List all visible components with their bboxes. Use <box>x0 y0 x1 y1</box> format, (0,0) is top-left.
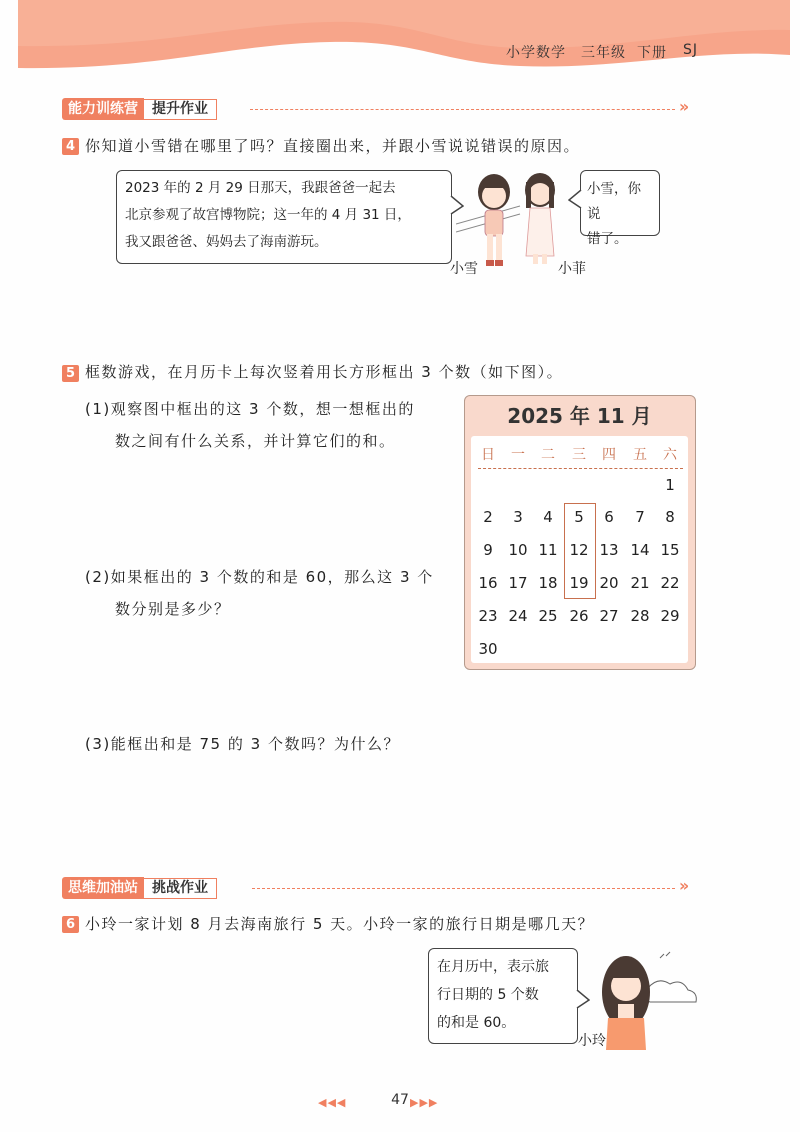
calendar-frame-box <box>564 503 596 599</box>
calendar-weekday: 一 <box>511 447 525 463</box>
name-label-xiaofei: 小菲 <box>558 261 586 277</box>
calendar-day: 25 <box>538 607 558 625</box>
calendar-day: 15 <box>660 541 680 559</box>
calendar-day: 9 <box>483 541 493 559</box>
subquestion-3: (3)能框出和是 75 的 3 个数吗？为什么？ <box>85 735 400 753</box>
calendar-day: 3 <box>513 508 523 526</box>
bubble-line: 错了。 <box>587 231 628 247</box>
calendar-day: 4 <box>543 508 553 526</box>
calendar-weekday: 日 <box>481 447 495 463</box>
calendar-title: 2025 年 11 月 <box>507 404 652 428</box>
calendar-day: 1 <box>665 476 675 494</box>
question-6-text: 小玲一家计划 8 月去海南旅行 5 天。小玲一家的旅行日期是哪几天？ <box>85 915 595 933</box>
calendar-weekday: 五 <box>633 447 647 463</box>
header-edition: SJ <box>683 42 699 58</box>
speech-bubble-xiaofei <box>580 170 660 247</box>
question-number-6: 6 <box>62 916 79 933</box>
bubble-line: 北京参观了故宫博物院；这一年的 4 月 31 日， <box>125 207 411 223</box>
calendar-day: 26 <box>569 607 589 625</box>
section-tag: 能力训练营 <box>62 98 144 120</box>
calendar-day: 28 <box>630 607 650 625</box>
calendar-day: 30 <box>478 640 498 658</box>
calendar-day: 21 <box>630 574 650 592</box>
calendar-day: 12 <box>569 541 589 559</box>
calendar-day: 14 <box>630 541 650 559</box>
section-header-thinking <box>62 877 217 899</box>
section-tag: 思维加油站 <box>62 877 144 899</box>
calendar-day: 5 <box>574 508 584 526</box>
bubble-line: 2023 年的 2 月 29 日那天，我跟爸爸一起去 <box>125 180 396 196</box>
calendar-weekday: 三 <box>572 447 586 463</box>
subquestion-1 <box>85 393 415 457</box>
calendar-day: 23 <box>478 607 498 625</box>
calendar-weekday: 二 <box>541 447 555 463</box>
calendar-weekday-divider <box>478 468 683 469</box>
section-subtitle: 挑战作业 <box>144 878 217 899</box>
header-band <box>0 0 800 80</box>
bubble-line: 的和是 60。 <box>437 1015 516 1031</box>
calendar-day: 22 <box>660 574 680 592</box>
calendar-day: 17 <box>508 574 528 592</box>
speech-bubble-xiaoling <box>428 948 578 1044</box>
calendar-day: 24 <box>508 607 528 625</box>
calendar-day: 8 <box>665 508 675 526</box>
calendar-day: 13 <box>599 541 619 559</box>
calendar-weekday: 六 <box>663 447 677 463</box>
double-chevron-icon: ›› <box>679 876 687 895</box>
section-divider <box>250 109 675 110</box>
subquestion-line: 数之间有什么关系，并计算它们的和。 <box>115 432 396 450</box>
bubble-line: 在月历中，表示旅 <box>437 959 549 975</box>
calendar-day: 27 <box>599 607 619 625</box>
subquestion-line: (1)观察图中框出的这 3 个数，想一想框出的 <box>85 400 415 418</box>
header-grade: 三年级 <box>581 45 626 61</box>
subquestion-line: (2)如果框出的 3 个数的和是 60，那么这 3 个 <box>85 568 434 586</box>
calendar-day: 16 <box>478 574 498 592</box>
question-number-4: 4 <box>62 138 79 155</box>
next-arrows-icon: ▶▶▶ <box>410 1096 439 1109</box>
bubble-line: 小雪，你说 <box>587 181 641 222</box>
question-4-text: 你知道小雪错在哪里了吗？直接圈出来，并跟小雪说说错误的原因。 <box>85 137 581 155</box>
bubble-line: 行日期的 5 个数 <box>437 987 539 1003</box>
subquestion-line: 数分别是多少？ <box>115 600 231 618</box>
calendar-day: 19 <box>569 574 589 592</box>
question-number-5: 5 <box>62 365 79 382</box>
header-subject: 小学数学 <box>506 45 566 61</box>
calendar-day: 18 <box>538 574 558 592</box>
header-volume: 下册 <box>637 45 667 61</box>
calendar-day: 10 <box>508 541 528 559</box>
calendar-day: 11 <box>538 541 558 559</box>
name-label-xiaoxue: 小雪 <box>450 261 478 277</box>
calendar-weekday: 四 <box>602 447 616 463</box>
subquestion-2 <box>85 561 434 625</box>
bubble-line: 我又跟爸爸、妈妈去了海南游玩。 <box>125 234 328 250</box>
name-label-xiaoling: 小玲 <box>578 1033 606 1049</box>
section-header-ability <box>62 98 217 120</box>
bubble-tail <box>568 190 582 210</box>
page-number: 47 <box>391 1092 409 1108</box>
calendar-day: 6 <box>604 508 614 526</box>
speech-bubble-xiaoxue <box>116 170 452 264</box>
section-divider <box>252 888 675 889</box>
double-chevron-icon: ›› <box>679 97 687 116</box>
calendar-day: 20 <box>599 574 619 592</box>
calendar-day: 2 <box>483 508 493 526</box>
calendar-day: 29 <box>660 607 680 625</box>
calendar-day: 7 <box>635 508 645 526</box>
prev-arrows-icon: ◀◀◀ <box>318 1096 347 1109</box>
question-5-text: 框数游戏，在月历卡上每次竖着用长方形框出 3 个数（如下图）。 <box>85 363 564 381</box>
section-subtitle: 提升作业 <box>144 99 217 120</box>
